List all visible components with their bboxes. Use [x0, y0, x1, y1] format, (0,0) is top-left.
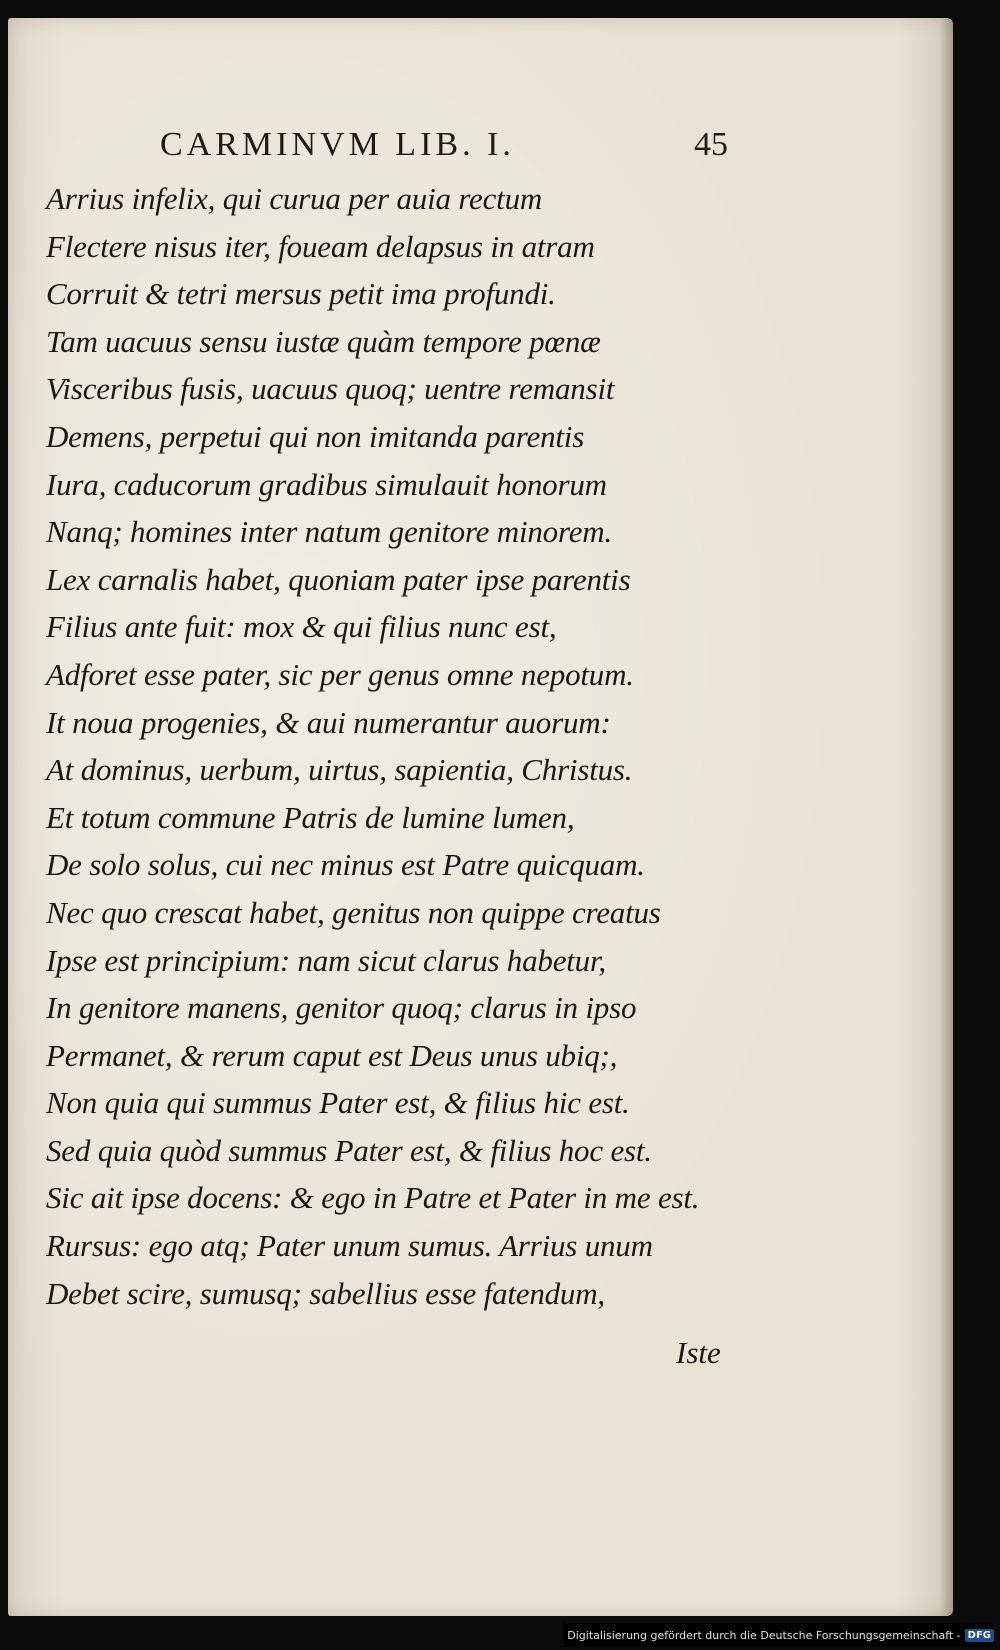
verse-line: Corruit & tetri mersus petit ima profundi.	[46, 276, 556, 312]
page-number: 45	[694, 126, 728, 163]
verse-line: Rursus: ego atq; Pater unum sumus. Arrius unum	[46, 1228, 653, 1264]
verse-line: Non quia qui summus Pater est, & filius hic est.	[46, 1085, 630, 1121]
verse-line: Iura, caducorum gradibus simulauit honorum	[46, 466, 607, 502]
verse-line: Tam uacuus sensu iustæ quàm tempore pœnæ	[46, 323, 601, 359]
verse-line: Demens, perpetui qui non imitanda parentis	[46, 418, 585, 454]
verse-line: Filius ante fuit: mox & qui filius nunc est,	[46, 609, 557, 645]
digitization-credit	[563, 1623, 994, 1647]
credit-text: Digitalisierung gefördert durch die Deutsche Forschungsgemeinschaft -	[567, 1628, 961, 1642]
book-page	[8, 18, 953, 1616]
verse-line: Debet scire, sumusq; sabellius esse fatendum,	[46, 1275, 605, 1311]
running-head: CARMINVM LIB. I.	[160, 126, 515, 163]
page-edge-shadow	[939, 18, 953, 1616]
catchword: Iste	[676, 1335, 721, 1370]
verse-line: It noua progenies, & aui numerantur auorum:	[46, 704, 611, 740]
verse-line: Ipse est principium: nam sicut clarus habetur,	[46, 942, 606, 978]
verse-line: Flectere nisus iter, foueam delapsus in atram	[46, 228, 595, 264]
verse-line: Sic ait ipse docens: & ego in Patre et Pater in me est.	[46, 1180, 700, 1216]
verse-line: Arrius infelix, qui curua per auia rectum	[46, 181, 543, 216]
verse-line: In genitore manens, genitor quoq; clarus in ipso	[46, 990, 637, 1026]
verse-line: Nec quo crescat habet, genitus non quippe creatus	[46, 894, 661, 930]
verse-line: Adforet esse pater, sic per genus omne nepotum.	[46, 656, 634, 692]
verse-list	[46, 175, 766, 1317]
verse-line: Visceribus fusis, uacuus quoq; uentre remansit	[46, 371, 615, 407]
verse-line: De solo solus, cui nec minus est Patre quicquam.	[46, 847, 645, 883]
verse-line: Et totum commune Patris de lumine lumen,	[46, 799, 575, 835]
verse-line: Lex carnalis habet, quoniam pater ipse parentis	[46, 561, 631, 597]
verse-line: Nanq; homines inter natum genitore minorem.	[46, 514, 612, 550]
verse-line: Permanet, & rerum caput est Deus unus ubiq;,	[46, 1037, 618, 1073]
verse-line: Sed quia quòd summus Pater est, & filius hoc est.	[46, 1132, 652, 1168]
dfg-logo-icon: DFG	[965, 1629, 994, 1642]
verse-line: At dominus, uerbum, uirtus, sapientia, Christus.	[46, 752, 633, 788]
